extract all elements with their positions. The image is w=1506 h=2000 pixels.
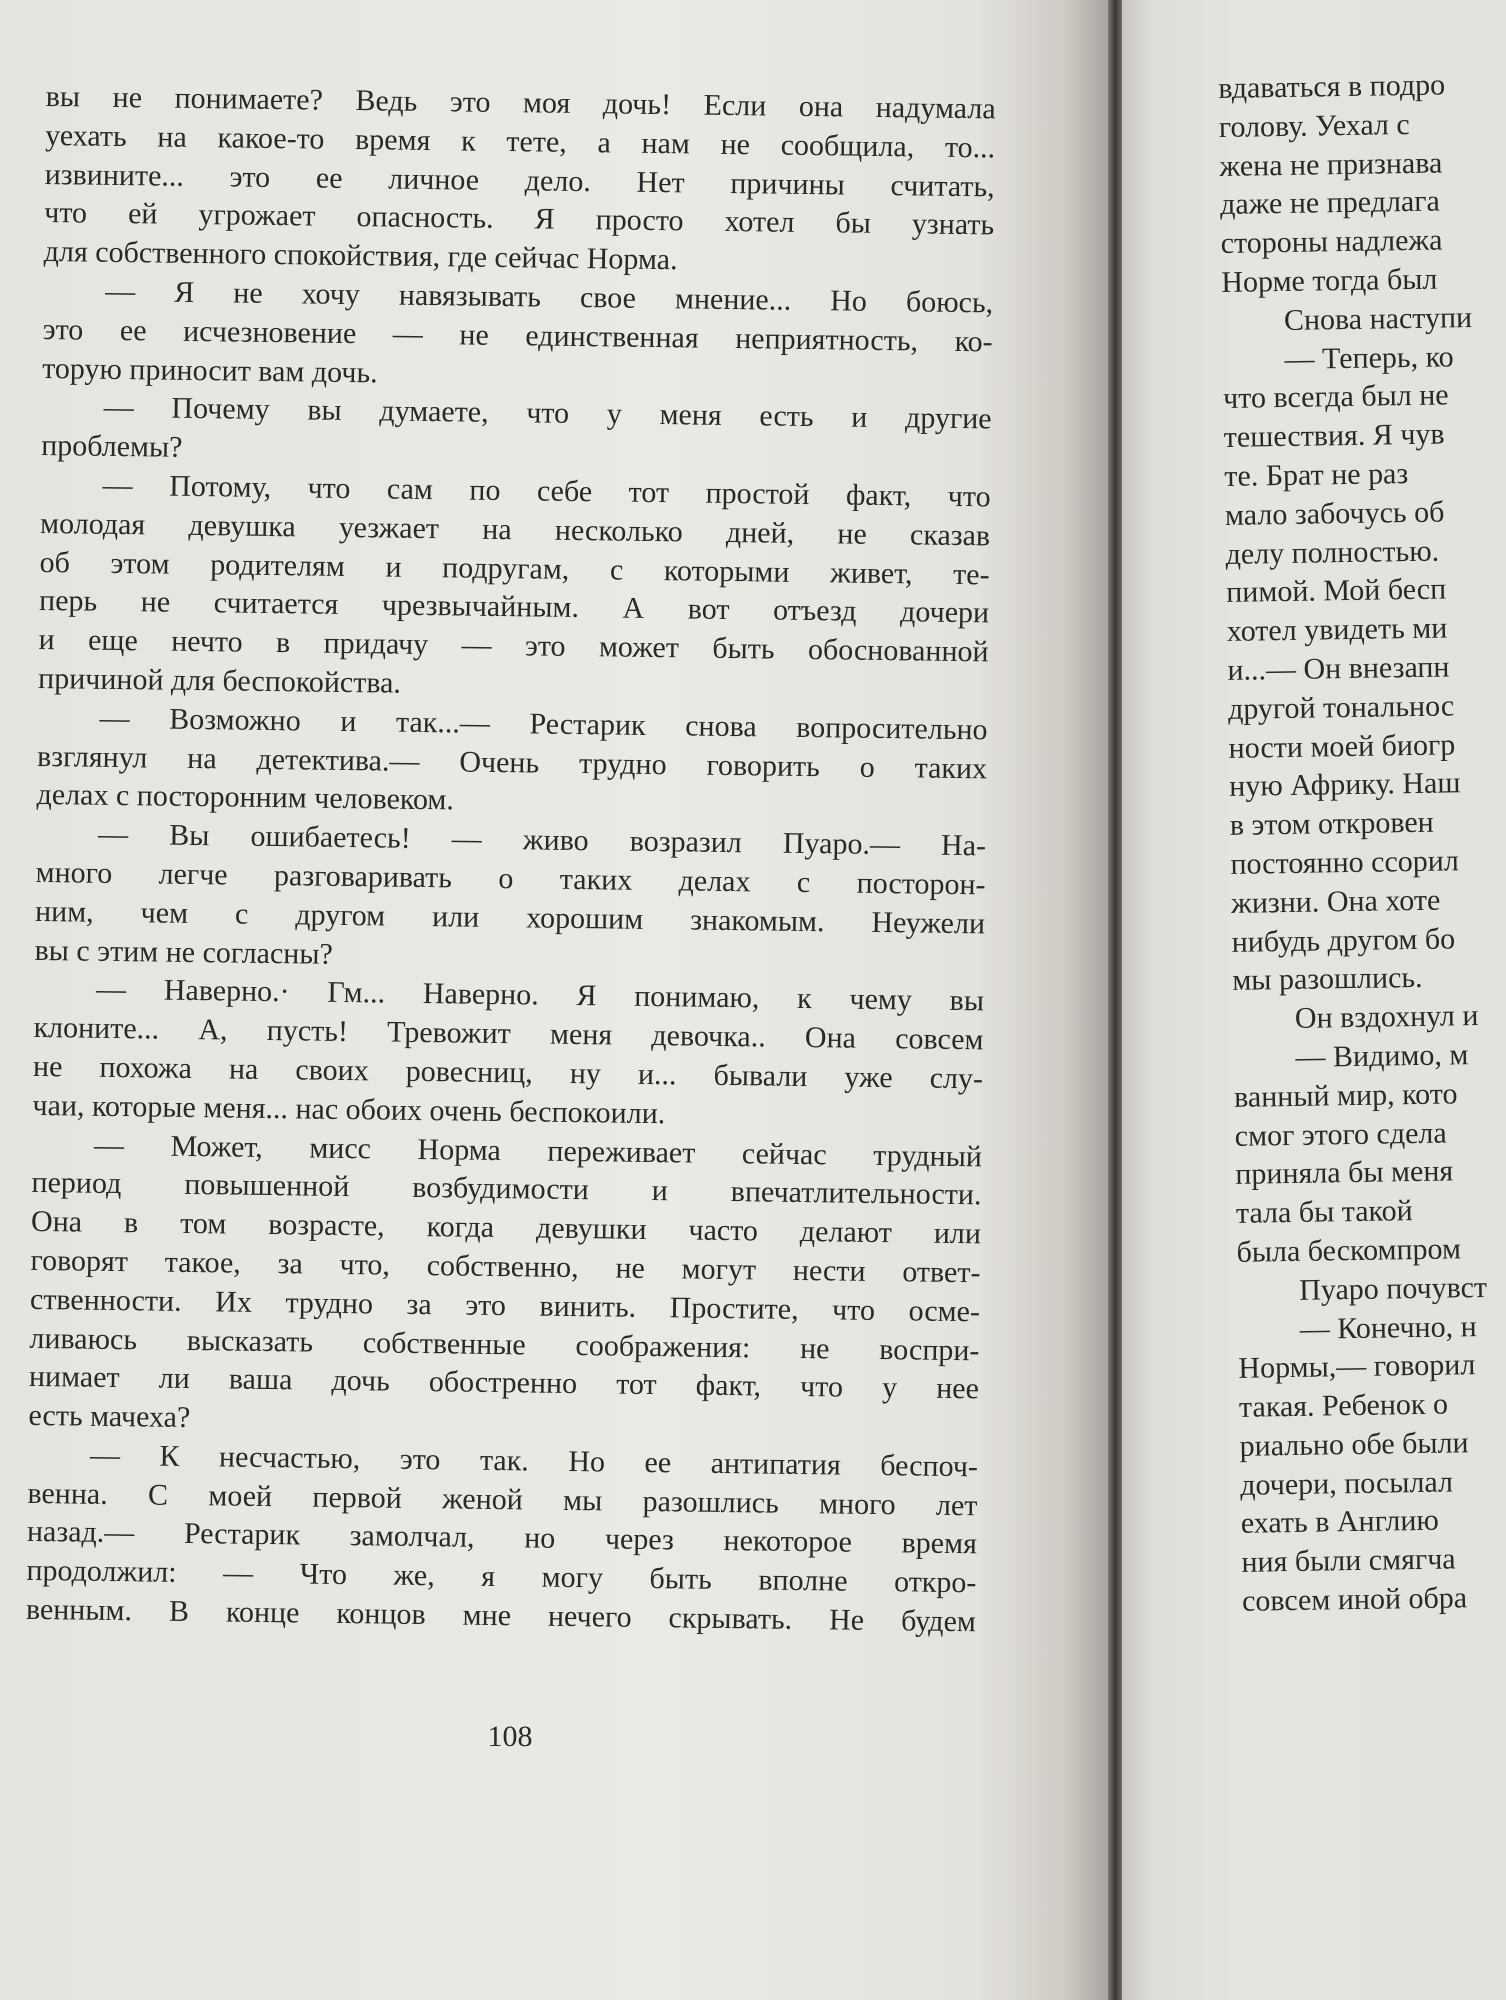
text-line: риально обе были (1239, 1426, 1469, 1463)
text-line: такая. Ребенок о (1238, 1387, 1449, 1424)
text-line: — Конечно, н (1299, 1309, 1477, 1346)
text-line: смог этого сдела (1234, 1116, 1447, 1153)
text-line: ния были смягча (1241, 1542, 1456, 1580)
right-page (1122, 0, 1506, 2000)
text-line: продолжил: — Что же, я могу быть вполне откро- (26, 1554, 977, 1600)
text-line: была бескомпром (1236, 1232, 1462, 1269)
text-line: это ее исчезновение — не единственная неприятность, ко- (42, 312, 993, 359)
text-line: те. Брат не раз (1224, 457, 1409, 493)
text-line: говорят такое, за что, собственно, не могут нести ответ- (30, 1243, 981, 1290)
text-line: причиной для беспокойства. (37, 661, 402, 700)
text-line: Норме тогда был (1221, 262, 1438, 299)
left-page-text (26, 78, 996, 1642)
text-line: делах с посторонним человеком. (36, 778, 455, 817)
text-line: — Наверно.· Гм... Наверно. Я понимаю, к чему вы (95, 973, 985, 1018)
text-line: тешествия. Я чув (1223, 417, 1445, 455)
text-line: делу полностью. (1225, 534, 1440, 571)
text-line: мы разошлись. (1232, 961, 1423, 998)
text-line: приняла бы меня (1235, 1154, 1454, 1192)
right-page-text (1218, 64, 1506, 1622)
text-line: что всегда был не (1222, 378, 1449, 416)
text-line: ную Африку. Наш (1229, 766, 1461, 804)
text-line: молодая девушка уезжает на несколько дней, не сказав (39, 506, 991, 553)
text-line: ливаюсь высказать собственные соображения: не воспри- (29, 1321, 980, 1367)
text-line: об этом родителям и подругам, с которыми живет, те- (39, 545, 990, 591)
text-line: постоянно ссорил (1230, 844, 1460, 881)
text-line: перь не считается чрезвычайным. А вот отъезд дочери (38, 584, 990, 630)
text-line: Пуаро почувст (1298, 1270, 1488, 1307)
text-line: назад.— Рестарик замолчал, но через некоторое время (26, 1515, 978, 1561)
text-line: — Может, мисс Норма переживает сейчас трудный (93, 1128, 983, 1173)
text-line: ственности. Их трудно за это винить. Простите, что осме- (29, 1282, 981, 1329)
text-line: стороны надлежа (1220, 223, 1443, 261)
text-line: нимает ли ваша дочь обостренно тот факт, что у нее (28, 1360, 980, 1406)
text-line: и...— Он внезапн (1227, 650, 1450, 687)
text-line: — Почему вы думаете, что у меня есть и другие (103, 391, 992, 436)
text-line: — Возможно и так...— Рестарик снова вопросительно (99, 701, 988, 747)
text-line: хотел увидеть ми (1226, 611, 1448, 649)
text-line: другой тональнос (1227, 689, 1455, 726)
text-line: — Я не хочу навязывать свое мнение... Но боюсь, (104, 274, 994, 320)
text-line: голову. Уехал с (1218, 107, 1410, 144)
text-line: мало забочусь об (1224, 495, 1445, 532)
text-line: нибудь другом бо (1231, 921, 1456, 959)
text-line: — Вы ошибаетесь! — живо возразил Пуаро.— На- (97, 817, 987, 863)
text-line: Нормы,— говорил (1238, 1348, 1476, 1386)
text-line: ности моей биогр (1228, 727, 1456, 765)
text-line: уехать на какое-то время к тете, а нам не сообщила, то... (45, 118, 996, 165)
text-line: дочери, посылал (1239, 1465, 1454, 1502)
text-line: не похожа на своих ровесниц, ну и... бывали уже слу- (32, 1049, 984, 1096)
text-line: пимой. Мой бесп (1225, 572, 1447, 610)
text-line: — Видимо, м (1295, 1038, 1469, 1074)
text-line: извините... это ее личное дело. Нет причины считать, (44, 157, 995, 204)
text-line: клоните... А, пусть! Тревожит меня девочка.. Она совсем (33, 1011, 984, 1057)
page-number: 108 (487, 1720, 533, 1753)
text-line: — Теперь, ко (1284, 339, 1454, 376)
text-line: и еще нечто в придачу — это может быть обоснованной (38, 623, 989, 669)
text-line: Он вздохнул и (1294, 999, 1479, 1036)
text-line: взглянул на детектива.— Очень трудно говорить о таких (36, 739, 988, 785)
text-line: вы с этим не согласны? (34, 933, 334, 971)
text-line: даже не предлага (1219, 184, 1441, 222)
text-line: проблемы? (40, 429, 183, 464)
text-line: жизни. Она хоте (1230, 883, 1441, 920)
text-line: Она в том возрасте, когда девушки часто делают или (30, 1205, 982, 1251)
text-line: в этом откровен (1229, 805, 1434, 843)
book-gutter (1108, 0, 1122, 2000)
text-line: вы не понимаете? Ведь это моя дочь! Если она надумала (45, 79, 996, 126)
text-line: жена не признава (1219, 146, 1443, 183)
text-line: торую приносит вам дочь. (41, 351, 378, 389)
text-line: тала бы такой (1235, 1194, 1413, 1230)
text-line: период повышенной возбудимости и впечатлительности. (31, 1166, 982, 1212)
text-line: для собственного спокойствия, где сейчас Норма. (43, 235, 678, 277)
text-line: — Потому, что сам по себе тот простой факт, что (102, 468, 991, 514)
text-line: вдаваться в подро (1218, 68, 1446, 105)
text-line: есть мачеха? (28, 1398, 191, 1435)
text-line: венна. С моей первой женой мы разошлись много лет (27, 1476, 978, 1522)
text-line: что ей угрожает опасность. Я просто хотел бы узнать (44, 196, 995, 242)
text-line: совсем иной обра (1241, 1581, 1468, 1618)
text-line: чаи, которые меня... нас обоих очень беспокоили. (32, 1088, 666, 1130)
text-line: ним, чем с другом или хорошим знакомым. Неужели (34, 894, 986, 941)
text-line: венным. В конце концов мне нечего скрывать. Не будем (25, 1592, 977, 1639)
text-line: ехать в Англию (1240, 1504, 1440, 1541)
text-line: ванный мир, кото (1233, 1077, 1458, 1114)
text-line: много легче разговаривать о таких делах с посторон- (35, 855, 986, 902)
text-line: — К несчастью, это так. Но ее антипатия беспоч- (89, 1438, 979, 1484)
text-line: Снова наступи (1283, 300, 1473, 337)
